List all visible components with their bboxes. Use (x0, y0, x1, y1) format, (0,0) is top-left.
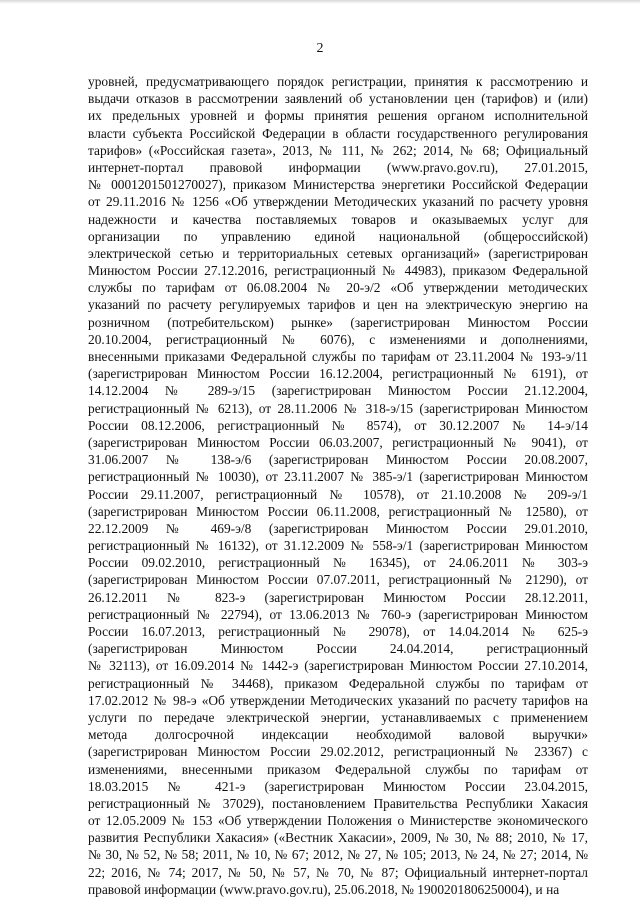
text-line: розничном (потребительском) рынке» (зарегистрирован Минюстом России (88, 314, 588, 330)
text-line: электрической сетью и территориальных сетевых организаций» (зарегистрирован (88, 245, 588, 261)
text-line: 22.12.2009 № 469-э/8 (зарегистрирован Минюстом России 29.01.2010, (88, 520, 588, 536)
text-line: № 32113), от 16.09.2014 № 1442-э (зарегистрирован Минюстом России 27.10.2014, (88, 658, 588, 674)
text-line: услуги по передаче электрической энергии, устанавливаемых с применением (88, 709, 588, 725)
text-line: 31.06.2007 № 138-э/6 (зарегистрирован Минюстом России 20.08.2007, (88, 452, 588, 468)
text-line: России 08.12.2006, регистрационный № 8574), от 30.12.2007 № 14-э/14 (88, 417, 588, 433)
text-line: № 0001201501270027), приказом Министерства энергетики Российской Федерации (88, 177, 588, 193)
text-line: власти субъекта Российской Федерации в области государственного регулирования (88, 125, 588, 141)
text-line: от 12.05.2009 № 153 «Об утверждении Положения о Министерстве экономического (88, 813, 588, 829)
text-line: России 29.11.2007, регистрационный № 10578), от 21.10.2008 № 209-э/1 (88, 486, 588, 502)
text-line: регистрационный № 34468), приказом Федеральной службы по тарифам от (88, 675, 588, 691)
text-line: выдачи отказов в рассмотрении заявлений об установлении цен (тарифов) и (или) (88, 91, 588, 107)
text-line: метода долгосрочной индексации необходимой валовой выручки» (88, 727, 588, 743)
text-line: 14.12.2004 № 289-э/15 (зарегистрирован Минюстом России 21.12.2004, (88, 383, 588, 399)
text-line: 26.12.2011 № 823-э (зарегистрирован Минюстом России 28.12.2011, (88, 589, 588, 605)
text-line: уровней, предусматривающего порядок регистрации, принятия к рассмотрению и (88, 74, 588, 89)
text-line: от 29.11.2016 № 1256 «Об утверждении Методических указаний по расчету уровня (88, 194, 588, 210)
body-text (88, 73, 588, 898)
text-line: (зарегистрирован Минюстом России 07.07.2011, регистрационный № 21290), от (88, 572, 588, 588)
text-line: надежности и качества поставляемых товаров и оказываемых услуг для (88, 211, 588, 227)
text-line: указаний по расчету регулируемых тарифов и цен на электрическую энергию на (88, 297, 588, 313)
text-line: (зарегистрирован Минюстом России 06.03.2007, регистрационный № 9041), от (88, 434, 588, 450)
text-line: регистрационный № 10030), от 23.11.2007 № 385-э/1 (зарегистрирован Минюстом (88, 469, 588, 485)
text-line: 22; 2016, № 74; 2017, № 50, № 57, № 70, № 87; Официальный интернет-портал (88, 864, 588, 880)
text-line: регистрационный № 16132), от 31.12.2009 № 558-э/1 (зарегистрирован Минюстом (88, 538, 588, 554)
text-line: организации по управлению единой национальной (общероссийской) (88, 228, 588, 244)
text-line: внесенными приказами Федеральной службы по тарифам от 23.11.2004 № 193-э/11 (88, 349, 588, 364)
text-line: интернет-портал правовой информации (www.pravo.gov.ru), 27.01.2015, (88, 159, 588, 175)
text-line: их предельных уровней и формы принятия решения органом исполнительной (88, 108, 588, 124)
text-line: России 09.02.2010, регистрационный № 16345), от 24.06.2011 № 303-э (88, 555, 588, 571)
text-line: (зарегистрирован Минюстом России 06.11.2008, регистрационный № 12580), от (88, 503, 588, 519)
text-line: (зарегистрирован Минюстом России 24.04.2014, регистрационный (88, 641, 588, 657)
text-line: 20.10.2004, регистрационный № 6076), с изменениями и дополнениями, (88, 331, 588, 347)
text-line: регистрационный № 6213), от 28.11.2006 № 318-э/15 (зарегистрирован Минюстом (88, 400, 588, 416)
text-line: развития Республики Хакасия» («Вестник Хакасии», 2009, № 30, № 88; 2010, № 17, (88, 830, 588, 846)
text-line: 17.02.2012 № 98-э «Об утверждении Методических указаний по расчету тарифов на (88, 692, 588, 708)
text-line: (зарегистрирован Минюстом России 29.02.2012, регистрационный № 23367) с (88, 744, 588, 760)
text-line: (зарегистрирован Минюстом России 16.12.2004, регистрационный № 6191), от (88, 366, 588, 382)
text-line: регистрационный № 37029), постановлением Правительства Республики Хакасия (88, 795, 588, 811)
text-line: изменениями, внесенными приказом Федеральной службы по тарифам от (88, 761, 588, 777)
text-line: правовой информации (www.pravo.gov.ru), 25.06.2018, № 1900201806250004), и на (88, 881, 560, 897)
text-line: Минюстом России 27.12.2016, регистрационный № 44983), приказом Федеральной (88, 263, 588, 279)
text-line: 18.03.2015 № 421-э (зарегистрирован Минюстом России 23.04.2015, (88, 778, 588, 794)
text-line: № 30, № 52, № 58; 2011, № 10, № 67; 2012, № 27, № 105; 2013, № 24, № 27; 2014, № (88, 847, 588, 863)
text-line: регистрационный № 22794), от 13.06.2013 № 760-э (зарегистрирован Минюстом (88, 606, 588, 622)
page-number: 2 (316, 41, 324, 56)
text-line: России 16.07.2013, регистрационный № 29078), от 14.04.2014 № 625-э (88, 624, 588, 639)
text-line: службы по тарифам от 06.08.2004 № 20-э/2 «Об утверждении методических (88, 280, 588, 296)
scan-edge (0, 0, 640, 4)
text-line: тарифов» («Российская газета», 2013, № 111, № 262; 2014, № 68; Официальный (88, 142, 588, 158)
